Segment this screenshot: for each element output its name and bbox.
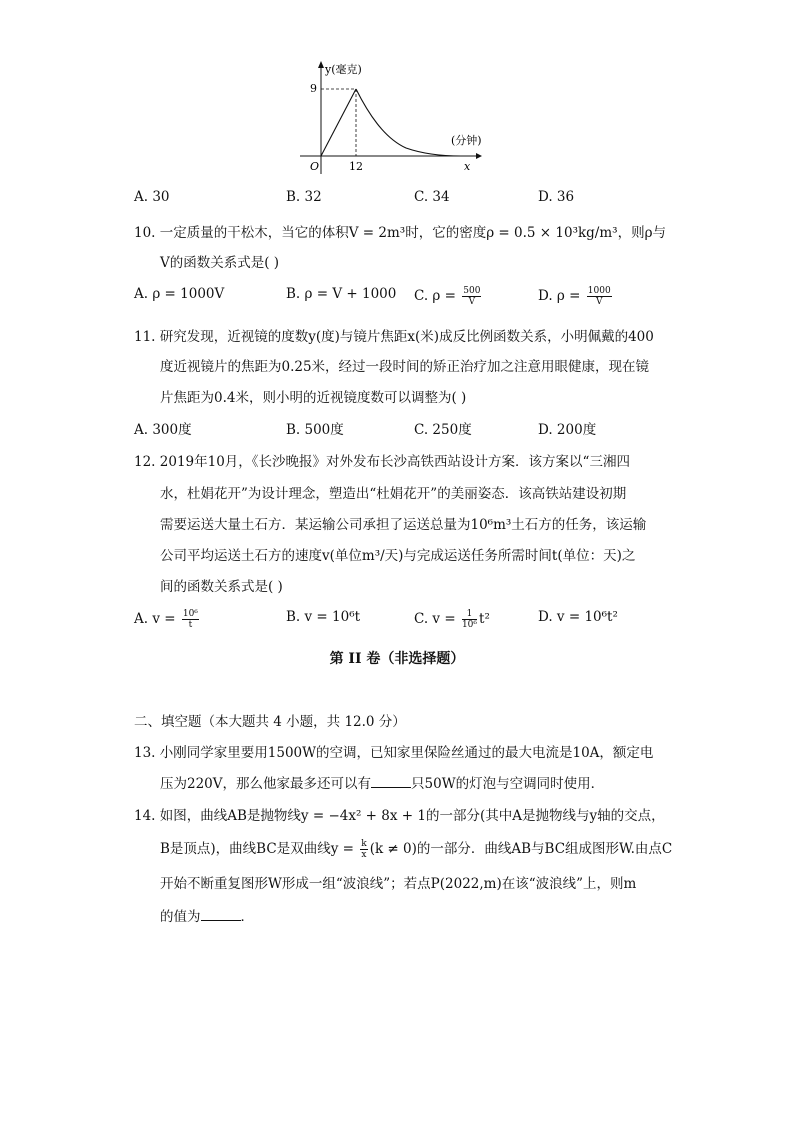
- q10-option-b[interactable]: B. ρ = V + 1000: [286, 286, 397, 302]
- q9-option-a[interactable]: A. 30: [134, 189, 170, 205]
- q12-line1: 12. 2019年10月，《长沙晚报》对外发布长沙高铁西站设计方案．该方案以“三湘四: [134, 454, 630, 470]
- q12-option-c-suffix: t²: [479, 611, 490, 627]
- q11-option-d[interactable]: D. 200度: [538, 422, 597, 438]
- q10-line1: 10. 一定质量的干松木，当它的体积V = 2m³时，它的密度ρ = 0.5 × 10³kg/m³，则ρ与: [134, 225, 667, 241]
- q10-line2: V的函数关系式是( ): [160, 255, 280, 271]
- q9-option-d[interactable]: D. 36: [538, 189, 575, 205]
- q12-line4: 公司平均运送土石方的速度v(单位m³/天)与完成运送任务所需时间t(单位：天)之: [160, 548, 636, 564]
- part2-heading: 二、填空题（本大题共 4 小题，共 12.0 分）: [134, 714, 406, 730]
- q13-line2-a: 压为220V，那么他家最多还可以有: [160, 776, 372, 792]
- section-title: 第 II 卷（非选择题）: [329, 651, 465, 667]
- q11-options: [134, 418, 694, 440]
- q14-answer-blank[interactable]: [201, 908, 241, 921]
- q12-line5: 间的函数关系式是( ): [160, 579, 283, 595]
- y-axis-arrow: [318, 61, 324, 68]
- q13-line2: [160, 772, 604, 792]
- q10-option-d[interactable]: [538, 286, 614, 307]
- x-axis-arrow: [476, 153, 482, 159]
- peak-y-label: 9: [310, 82, 317, 95]
- x-axis-label: x: [464, 160, 471, 173]
- q12-option-c-fraction: [462, 609, 477, 630]
- fraction-denominator: V: [595, 297, 603, 307]
- q13-line1: 13. 小刚同学家里要用1500W的空调，已知家里保险丝通过的最大电流是10A，额定电: [134, 745, 654, 761]
- fraction-denominator: x: [361, 850, 367, 860]
- y-axis-label: y(毫克): [325, 63, 362, 76]
- q12-option-b[interactable]: B. v = 10⁶t: [286, 609, 361, 625]
- q12-options: [134, 609, 694, 631]
- q13-line2-b: 只50W的灯泡与空调同时使用．: [411, 776, 605, 792]
- q14-line4-b: ．: [240, 909, 254, 925]
- q12-option-c[interactable]: [414, 609, 490, 630]
- q14-line1: 14. 如图，曲线AB是抛物线y = −4x² + 8x + 1的一部分(其中A是抛物线与y轴的交点，: [134, 808, 665, 824]
- fraction-numerator: 500: [463, 286, 481, 296]
- fraction-denominator: 10⁶: [461, 620, 478, 630]
- q14-line2: [160, 837, 672, 860]
- q11-line1: 11. 研究发现，近视镜的度数y(度)与镜片焦距x(米)成反比例函数关系，小明佩戴的400: [134, 329, 654, 345]
- q11-option-b[interactable]: B. 500度: [286, 422, 344, 438]
- q9-options: [134, 189, 694, 211]
- q11-line3: 片焦距为0.4米，则小明的近视镜度数可以调整为( ): [160, 390, 467, 406]
- q10-option-a[interactable]: A. ρ = 1000V: [134, 286, 225, 302]
- q10-options: [134, 286, 694, 308]
- q9-option-b[interactable]: B. 32: [286, 189, 322, 205]
- q14-line4-a: 的值为: [160, 909, 201, 925]
- q13-answer-blank[interactable]: [371, 775, 411, 788]
- q10-option-c-fraction: [462, 286, 481, 307]
- peak-x-label: 12: [349, 160, 363, 173]
- q10-option-d-prefix: D. ρ =: [538, 288, 585, 304]
- origin-label: O: [310, 160, 320, 173]
- q12-line3: 需要运送大量土石方．某运输公司承担了运送总量为10⁶m³土石方的任务，该运输: [160, 517, 647, 533]
- q11-option-a[interactable]: A. 300度: [134, 422, 192, 438]
- drug-concentration-graph: [296, 58, 486, 178]
- q12-option-d[interactable]: D. v = 10⁶t²: [538, 609, 618, 625]
- fraction-denominator: t: [188, 620, 193, 630]
- fraction-numerator: k: [361, 839, 367, 849]
- q12-option-a-fraction: [182, 609, 199, 630]
- q12-option-a[interactable]: [134, 609, 201, 630]
- q11-option-c[interactable]: C. 250度: [414, 422, 472, 438]
- q12-line2: 水，杜娟花开”为设计理念，塑造出“杜娟花开”的美丽姿态．该高铁站建设初期: [160, 486, 627, 502]
- q14-line3: 开始不断重复图形W形成一组“波浪线”；若点P(2022,m)在该“波浪线”上，则m: [160, 876, 637, 892]
- q14-line4: [160, 905, 254, 925]
- unit-label: (分钟): [451, 134, 482, 147]
- q10-option-c-prefix: C. ρ =: [414, 288, 461, 304]
- decay-curve: [356, 89, 461, 156]
- q10-option-c[interactable]: [414, 286, 483, 307]
- rising-segment: [321, 89, 356, 156]
- fraction-numerator: 1000: [587, 286, 611, 296]
- q9-option-c[interactable]: C. 34: [414, 189, 450, 205]
- q12-option-c-prefix: C. v =: [414, 611, 460, 627]
- q10-option-d-fraction: [587, 286, 612, 307]
- q11-line2: 度近视镜片的焦距为0.25米，经过一段时间的矫正治疗加之注意用眼健康，现在镜: [160, 359, 650, 375]
- q14-line2-b: (k ≠ 0)的一部分．曲线AB与BC组成图形W.由点C: [369, 841, 673, 857]
- q14-line2-a: B是顶点)，曲线BC是双曲线y =: [160, 841, 359, 857]
- q14-fraction: [360, 839, 367, 860]
- fraction-numerator: 1: [462, 609, 477, 620]
- fraction-denominator: V: [468, 297, 476, 307]
- q12-option-a-prefix: A. v =: [134, 611, 180, 627]
- fraction-numerator: 10⁶: [182, 609, 198, 619]
